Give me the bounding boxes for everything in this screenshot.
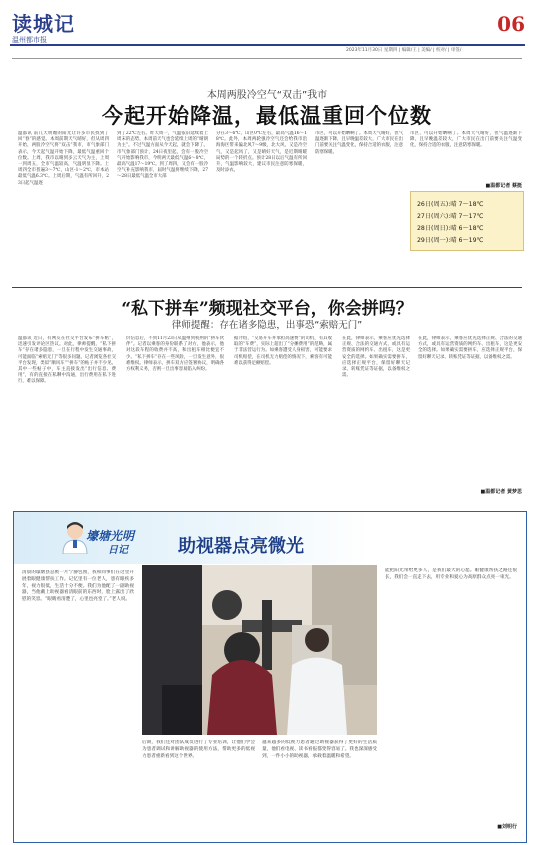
story2-column-2: 价信息后，不到11月23日从温州到杭州的“拼车伙伴”。记者以乘客的身份联系了对方，他表示，他对这段车程的收费并不高，和出租车相比便宜不少。“私下拼车”存在一些风险，一旦发生意外，很难维权。律师表示，拼车双方应签署协议，明确各方权利义务，否则一旦出事容易陷入纠纷。: [126, 336, 224, 373]
feature-column-1: 清晨的壕塘县总被一片宁静包围，我和同事们在这里开展着眼健康帮扶工作。记忆里有一位老人，患有眼疾多年，视力很低，生活十分不便。我们为他配了一副助视器，当他戴上助视器看清眼前的东西时，脸上露出了欣慰的笑容。“眼睛看清楚了，心里也亮堂了。”老人说。: [22, 570, 134, 603]
column-logo-subtitle: 日记: [108, 545, 128, 556]
story2-deck: 律师提醒：存在诸多隐患，出事恐“索赔无门”: [171, 320, 363, 331]
story1-column-5: 市区，可以开始晒啊了。本周天气晴好，但气温逐渐下降，且早晚温差较大，广大市民在出门前要关注气温变化，保持合适的衣服，注意防寒保暖。: [410, 131, 522, 149]
masthead-title: 读城记: [12, 12, 75, 36]
feature-byline: ■刘明行: [497, 824, 517, 830]
masthead-rule: [10, 44, 525, 46]
story2-column-5: 在此，律师表示，乘客应优先选择正规、合法的交通方式，或具有运营资质的网约车、出租车，这是更安全的选择。如果确实需要拼车，应选择正规平台，保留好聊天记录、转账凭证等证据，以备维权之需。: [418, 336, 522, 360]
weather-forecast-box: [410, 191, 524, 251]
story1-kicker: 本周两股冷空气“双击”我市: [206, 90, 328, 101]
page-number: 06: [497, 12, 525, 36]
story1-headline: 今起开始降温，最低温重回个位数: [102, 103, 432, 128]
story1-column-1: 温都讯 前几天明媚的阳光让许多市民找到了回“春”的感觉。本周前期天气晴好，但从周四开始，两股冷空气将“双击”我市，市气象部门表示，今天起气温开始下降，最低气温重回个位数。上周，我市以晴到多云天气为主，上周一到周五，全市气温较高，气温明显下降。上周四全市普遍3～7℃，山区-1～2℃，市本站最低气温6.3℃。上周后期，气温有所回升，23日起气温逐: [18, 131, 109, 186]
masthead-subtitle: 温州都市报: [12, 36, 47, 44]
feature-title: 助视器点亮微光: [178, 536, 304, 557]
weather-row: 27日(周六):晴 7～17℃: [417, 213, 484, 220]
weather-row: 29日(周一):晴 6～19℃: [417, 237, 484, 244]
weather-row: 26日(周五):晴 7～18℃: [417, 201, 484, 208]
story2-byline: ■温都记者 黄梦思: [480, 489, 522, 495]
story2-column-3: 据介绍，“交易开车并承担高速费”的司机，有其收取的“车费”，实际上超出了“分摊费用”的范畴，属于非法营运行为。如乘客遭受人身损害，可能要求司机赔偿，在司机无力赔偿的情况下，乘客有可能难以获得足额赔偿。: [234, 336, 332, 366]
eye-exam-photo: [142, 565, 377, 735]
section-rule: [12, 287, 522, 288]
story1-byline: ■温都记者 蔡挺: [485, 183, 522, 189]
feature-column-3: 越来越多的低视力患者通过助视器获得了更好的生活质量，他们看电视、读书看报都变得容易了。我也深深感受到，一件小小的助视器，承载着温暖和希望。: [262, 740, 377, 759]
story2-column-1: 温都讯 近日，有网友在社交平台发布“拼车帖”，迅速引发评论区热议。对此，律师提醒，“私下拼车”存在诸多隐患，一旦在行程中发生交通事故，可能面临“索赔无门”等很多问题。记者浏览各社交平台发现，类似“顺风车”“拼车”的帖子并不少见。其中一些帖子中，车主直接发出“出行信息、费用”，有的直接在私聊中沟通，出行费用在私下进行，难以保障。: [18, 336, 116, 385]
story1-column-4: 市区，可以开始晒啊了。本周天气晴好，但气温逐渐下降，且早晚温差较大，广大市民在出门前要关注气温变化，保持合适的衣服，注意防寒保暖。: [315, 131, 403, 155]
story1-column-3: 分在3～6℃，山区0℃左右，最高气温16～18℃。此外，本周两轮强冷空气还会给我市沿海海区带来偏北风7～9级，北大风，又是冷空气，又是起风了，又是晴好天气，是近期晴暖局势的一个转折点。预计28日以后气温有所回升，气温影响较大，建议市民注意防寒保暖，及时添衣。: [216, 131, 307, 174]
story2-headline: “私下拼车”频现社交平台，你会拼吗？: [121, 299, 413, 319]
story2-column-4: 在此，律师表示，乘客应优先选择正规、合法的交通方式，或具有运营资质的网约车、出租车，这是更安全的选择。如果确实需要拼车，应选择正规平台，保留好聊天记录、转账凭证等证据，以备维权之需。: [342, 336, 410, 379]
feature-column-4: 能把阳光带给更多人，是我们最大的心愿。眼健康帮扶之路还很长，我们会一直走下去，用专业和爱心为高原群众点亮一束光。: [385, 568, 517, 580]
edition-info: 2023年11月30日 星期四 | 编辑/王 | 美编/ | 校对/ | 审签/: [346, 48, 462, 53]
feature-column-2: 后期，我们还对团队成员进行了专业培训，让他们学会为患者调试和讲解助视器的使用方法，帮助更多的低视力患者重新看到这个世界。: [142, 740, 255, 759]
section-rule: [12, 58, 522, 59]
column-logo-title: 壕塘光明: [86, 529, 135, 543]
story1-column-2: 到了22℃左右。昨天周一，气温依旧延续着上周末的态势，本周前天气也会延续上周的“晴朗为主”。不过气温方面从今天起，就会下降了。市气象部门预计，24日夜里起，会有一股冷空气开始影响我市，今明两天最低气温6～8℃，最高气温17～19℃。到了周四，又会有一股冷空气补充影响我市，届时气温将继续下降，27～28日最低气温全市大部: [117, 131, 208, 180]
weather-row: 28日(周日):晴 6～18℃: [417, 225, 484, 232]
